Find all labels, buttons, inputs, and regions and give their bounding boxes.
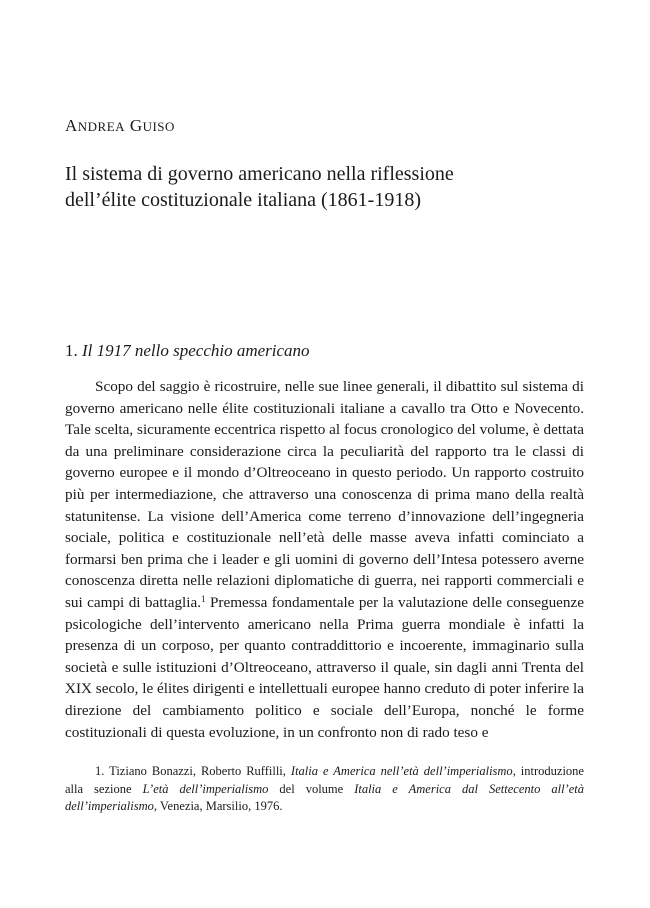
title-line-1: Il sistema di governo americano nella riflessione — [65, 163, 454, 185]
body-part-2: Premessa fondamentale per la valutazione delle conseguenze psicologiche dell’intervento americano nella Prima guerra mondiale è infatti la presenza di un corposo, per quanto contraddittorio e incoerente, immaginario sulla società e sulle istituzioni d’Oltreoceano, attraverso il quale, sin dagli anni Trenta del XIX secolo, le élites dirigenti e intellettuali europee hanno creduto di poter inferire la direzione del cambiamento politico e sociale dell’Europa, nonché le forme costituzionali di questa evoluzione, in un confronto non di rado teso e — [65, 593, 584, 741]
body-part-1: Scopo del saggio è ricostruire, nelle sue linee generali, il dibattito sul sistema di governo americano nelle élite costituzionali italiane a cavallo tra Otto e Novecento. Tale scelta, sicuramente eccentrica rispetto al focus cronologico del volume, è dettata da una preliminare considerazione circa la peculiarità del rapporto tra le classi di governo europee e il mondo d’Oltreoceano in questo periodo. Un rapporto costruito più per intermediazione, che attraverso una conoscenza di prima mano della realtà statunitense. La visione dell’America come terreno d’innovazione dell’ingegneria sociale, politica e costituzionale nell’età delle masse aveva infatti cominciato a formarsi ben prima che i leader e gli uomini di governo dell’Intesa potessero averne conoscenza diretta nelle relazioni diplomatiche di guerra, nei rapporti commerciali e sui campi di battaglia. — [65, 378, 584, 611]
footnote-mid-2: del volume — [268, 781, 355, 796]
article-title — [65, 161, 585, 213]
footnote — [65, 763, 584, 816]
footnote-reference[interactable]: 1 — [201, 593, 206, 604]
author-last-initial: G — [129, 116, 143, 135]
footnote-tail: , Venezia, Marsilio, 1976. — [153, 799, 283, 813]
section-title: Il 1917 nello specchio americano — [82, 341, 310, 360]
section-number: 1. — [65, 341, 78, 360]
footnote-work-1: Italia e America nell’età dell’imperialismo — [290, 764, 513, 778]
author-first-rest: NDREA — [77, 119, 126, 134]
footnote-lead: 1. Tiziano Bonazzi, Roberto Ruffilli, — [95, 764, 291, 778]
author-name — [65, 116, 175, 136]
footnote-work-3: Italia e America dal Settecento all’età dell’imperialismo — [65, 781, 584, 813]
body-paragraph — [65, 376, 584, 743]
footnote-work-2: L’età dell’imperialismo — [142, 781, 269, 796]
author-last-rest: UISO — [142, 119, 175, 134]
title-line-2: dell’élite costituzionale italiana (1861-1918) — [65, 189, 421, 211]
section-heading — [65, 341, 310, 361]
footnote-mid-1: , introduzione alla sezione — [65, 764, 584, 796]
author-first-initial: A — [65, 116, 78, 135]
